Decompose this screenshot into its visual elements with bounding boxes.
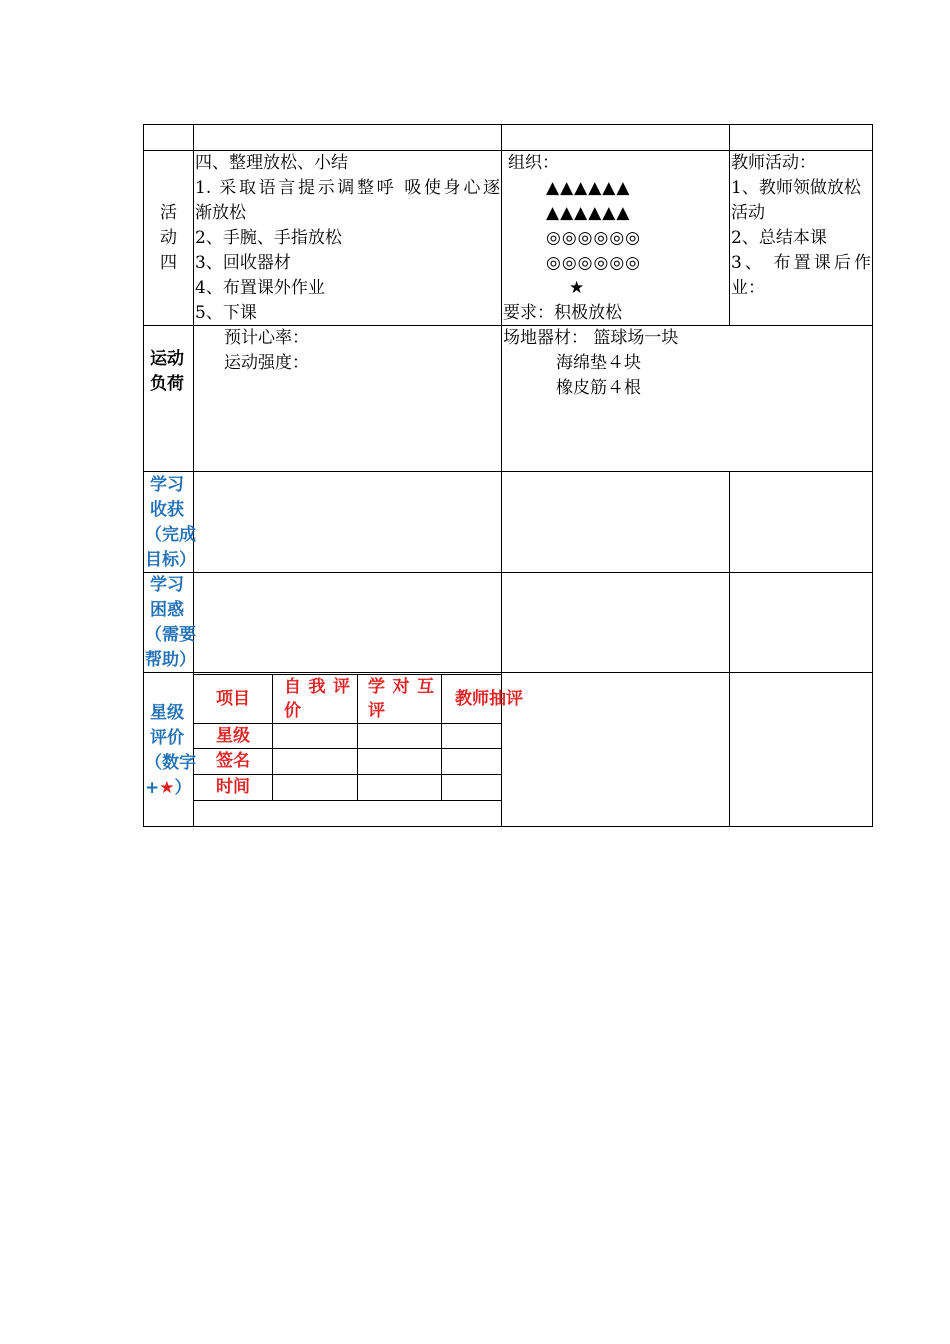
requirement-text: 要求：积极放松: [503, 303, 622, 323]
teacher-activity-1: 教师活动：: [731, 153, 816, 173]
gain-label-2: 收获: [150, 500, 184, 520]
heart-rate-label: 预计心率：: [224, 328, 309, 348]
table-border-right: [872, 124, 873, 827]
rating-label-4: +★）: [145, 778, 192, 798]
formation-circles-row-2: ◎◎◎◎◎◎: [546, 253, 642, 273]
activity4-content-2: 1. 采取语言提示调整呼 吸使身心逐: [195, 178, 500, 198]
row-divider-4: [143, 572, 873, 573]
activity4-content-1: 四、整理放松、小结: [195, 153, 348, 173]
load-label-1: 运动: [150, 349, 184, 369]
formation-triangles-row-1: ▲▲▲▲▲▲: [546, 178, 631, 198]
table-border-bottom: [143, 826, 873, 827]
eval-header-item: 项目: [216, 689, 250, 709]
col-divider-3b: [729, 471, 730, 827]
formation-triangles-row-2: ▲▲▲▲▲▲: [546, 203, 631, 223]
rating-label-2: 评价: [150, 728, 184, 748]
organization-title: 组织：: [508, 153, 559, 173]
confusion-label-4: 帮助）: [145, 650, 196, 670]
eval-header-peer-2: 评: [368, 701, 385, 721]
col-divider-2: [501, 124, 502, 827]
venue-equipment-2: 海绵垫４块: [556, 353, 641, 373]
activity4-content-5: 3、回收器材: [195, 253, 291, 273]
rating-label-3: （数字: [145, 753, 196, 773]
activity4-content-6: 4、布置课外作业: [195, 278, 325, 298]
eval-header-self-2: 价: [284, 701, 301, 721]
teacher-activity-6: 业：: [731, 278, 765, 298]
confusion-label-3: （需要: [145, 625, 196, 645]
confusion-label-2: 困惑: [150, 600, 184, 620]
gain-label-4: 目标）: [145, 550, 196, 570]
eval-col-divider-1: [272, 674, 273, 800]
activity4-content-7: 5、下课: [195, 303, 257, 323]
teacher-activity-3: 活动: [731, 203, 765, 223]
row-divider-3: [143, 471, 873, 472]
intensity-label: 运动强度：: [224, 353, 309, 373]
confusion-label-1: 学习: [150, 575, 184, 595]
teacher-activity-4: 2、总结本课: [731, 228, 827, 248]
eval-col-divider-2: [357, 674, 358, 800]
activity4-content-4: 2、手腕、手指放松: [195, 228, 342, 248]
formation-circles-row-1: ◎◎◎◎◎◎: [546, 228, 642, 248]
load-label-2: 负荷: [150, 374, 184, 394]
table-border-top: [143, 124, 873, 125]
activity4-label-1: 活: [160, 203, 177, 223]
col-divider-3a: [729, 124, 730, 326]
eval-row-stars: 星级: [216, 726, 250, 746]
activity4-label-2: 动: [160, 228, 177, 248]
eval-row-signature: 签名: [216, 751, 250, 771]
eval-table-bottom: [193, 800, 501, 801]
rating-label-1: 星级: [150, 703, 184, 723]
red-star-icon: ★: [159, 778, 175, 798]
eval-header-teacher: 教师抽评: [455, 689, 523, 709]
gain-label-1: 学习: [150, 475, 184, 495]
activity4-content-3: 渐放松: [195, 203, 246, 223]
gain-label-3: （完成: [145, 525, 196, 545]
col-divider-1: [193, 124, 194, 827]
eval-header-peer-1: 学 对 互: [368, 677, 434, 697]
teacher-star-icon: ★: [569, 278, 586, 298]
activity4-label-3: 四: [160, 253, 177, 273]
venue-equipment-3: 橡皮筋４根: [556, 378, 641, 398]
venue-equipment-1: 场地器材： 篮球场一块: [503, 328, 679, 348]
row-divider-5: [143, 672, 873, 673]
teacher-activity-5: 3、 布置课后作: [731, 253, 871, 273]
eval-row-time: 时间: [216, 777, 250, 797]
eval-col-divider-3: [441, 674, 442, 800]
eval-header-self-1: 自 我 评: [284, 677, 350, 697]
teacher-activity-2: 1、教师领做放松: [731, 178, 861, 198]
